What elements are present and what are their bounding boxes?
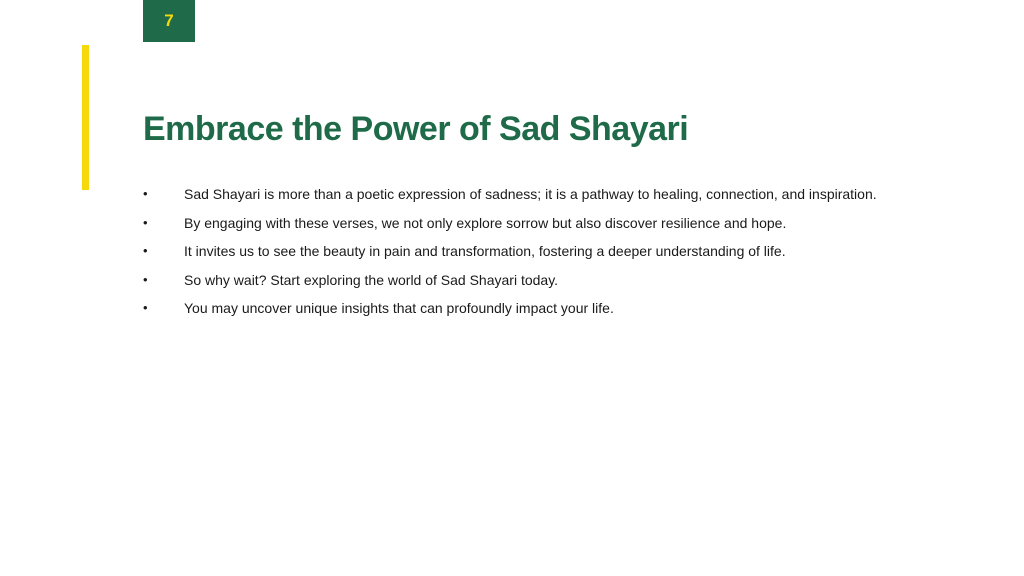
bullet-text: So why wait? Start exploring the world of Sad Shayari today.	[184, 271, 559, 288]
page-number-badge	[143, 0, 195, 42]
bullet-icon: •	[143, 186, 148, 201]
list-item	[143, 209, 944, 238]
list-item	[143, 294, 944, 323]
page-number: 7	[164, 11, 174, 30]
bullet-text: You may uncover unique insights that can profoundly impact your life.	[184, 300, 614, 316]
bullet-icon: •	[143, 300, 148, 315]
bullet-list	[143, 180, 944, 323]
bullet-icon: •	[143, 243, 148, 258]
list-item	[143, 237, 944, 266]
bullet-icon: •	[143, 271, 148, 287]
bullet-text: Sad Shayari is more than a poetic expression of sadness; it is a pathway to healing, connection, and inspiration.	[184, 186, 877, 202]
bullet-text: It invites us to see the beauty in pain and transformation, fostering a deeper understanding of life.	[184, 243, 786, 259]
bullet-icon: •	[143, 214, 148, 230]
list-item	[143, 266, 944, 295]
bullet-text: By engaging with these verses, we not only explore sorrow but also discover resilience and hope.	[184, 214, 787, 231]
list-item	[143, 180, 944, 209]
accent-bar	[82, 45, 89, 190]
slide-title: Embrace the Power of Sad Shayari	[143, 110, 689, 148]
